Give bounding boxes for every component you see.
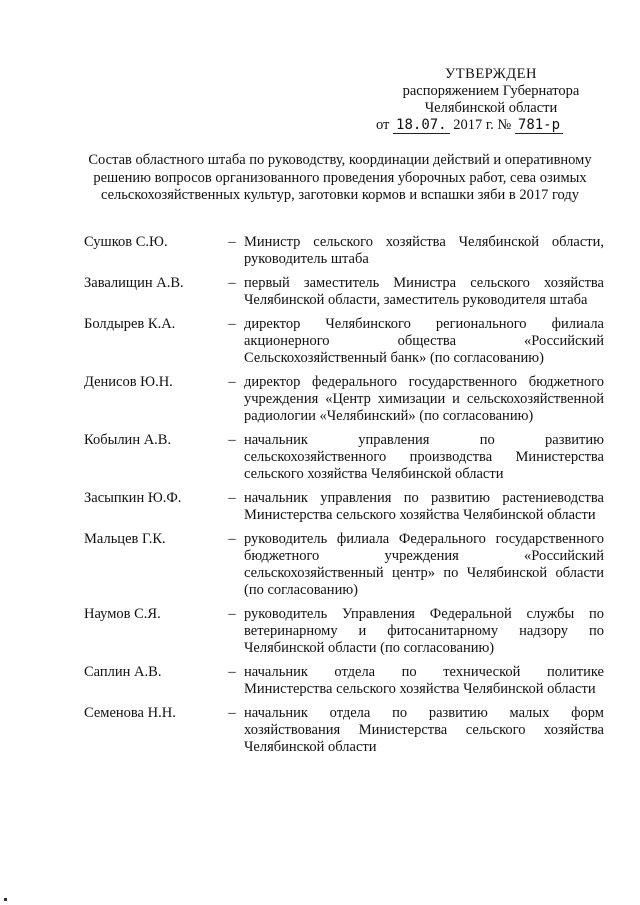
approval-number: 781-р — [515, 118, 563, 134]
member-name: Завалищин А.В. — [84, 275, 184, 291]
member-row — [84, 432, 604, 483]
member-dash: – — [228, 234, 236, 250]
member-name: Наумов С.Я. — [84, 606, 161, 622]
member-dash: – — [228, 490, 236, 506]
member-name: Сушков С.Ю. — [84, 234, 168, 250]
scan-artifact-dot — [4, 898, 7, 901]
member-role: начальник управления по развитию сельскохозяйственного производства Министерства сельского хозяйства Челябинской области — [244, 432, 604, 482]
member-dash: – — [228, 374, 236, 390]
member-name: Кобылин А.В. — [84, 432, 172, 448]
member-row — [84, 490, 604, 524]
member-dash: – — [228, 316, 236, 332]
approval-from-label: от — [376, 117, 390, 133]
approval-year: 2017 г. № — [453, 117, 512, 133]
member-row — [84, 606, 604, 657]
member-dash: – — [228, 432, 236, 448]
member-role: руководитель филиала Федерального государственного бюджетного учреждения «Российский сельскохозяйственный центр» по Челябинской области (по согласованию) — [244, 531, 604, 598]
member-name: Денисов Ю.Н. — [84, 374, 173, 390]
member-name: Саплин А.В. — [84, 664, 162, 680]
member-name: Болдырев К.А. — [84, 316, 176, 332]
member-row — [84, 374, 604, 425]
approval-date: 18.07. — [393, 118, 450, 134]
member-dash: – — [228, 275, 236, 291]
approval-stamp — [376, 66, 606, 134]
member-name: Мальцев Г.К. — [84, 531, 166, 547]
members-list — [84, 234, 604, 763]
member-dash: – — [228, 664, 236, 680]
member-row — [84, 234, 604, 268]
approval-title: УТВЕРЖДЕН — [445, 66, 537, 82]
member-role: начальник отдела по развитию малых форм хозяйствования Министерства сельского хозяйства Челябинской области — [244, 705, 604, 755]
member-role: Министр сельского хозяйства Челябинской области, руководитель штаба — [244, 234, 604, 267]
member-row — [84, 275, 604, 309]
member-role: директор Челябинского регионального филиала акционерного общества «Российский Сельскохозяйственный банк» (по согласованию) — [244, 316, 604, 366]
member-dash: – — [228, 606, 236, 622]
member-row — [84, 705, 604, 756]
member-role: руководитель Управления Федеральной службы по ветеринарному и фитосанитарному надзору по Челябинской области (по согласованию) — [244, 606, 604, 656]
approval-line-1: распоряжением Губернатора — [402, 83, 580, 99]
member-row — [84, 664, 604, 698]
member-name: Семенова Н.Н. — [84, 705, 176, 721]
approval-line-2: Челябинской области — [424, 100, 558, 116]
member-dash: – — [228, 705, 236, 721]
member-dash: – — [228, 531, 236, 547]
document-title: Состав областного штаба по руководству, координации действий и оперативному решению вопросов организованного проведения уборочных работ, сева озимых сельскохозяйственных культур, заготовки кормов и вспашки зяби в 2017 году — [88, 152, 592, 203]
member-role: начальник отдела по технической политике Министерства сельского хозяйства Челябинской области — [244, 664, 604, 697]
member-role: начальник управления по развитию растениеводства Министерства сельского хозяйства Челябинской области — [244, 490, 604, 523]
member-name: Засыпкин Ю.Ф. — [84, 490, 182, 506]
member-row — [84, 531, 604, 599]
member-role: первый заместитель Министра сельского хозяйства Челябинской области, заместитель руководителя штаба — [244, 275, 604, 308]
member-role: директор федерального государственного бюджетного учреждения «Центр химизации и сельскохозяйственной радиологии «Челябинский» (по согласованию) — [244, 374, 604, 424]
member-row — [84, 316, 604, 367]
approval-order-line — [376, 117, 606, 134]
